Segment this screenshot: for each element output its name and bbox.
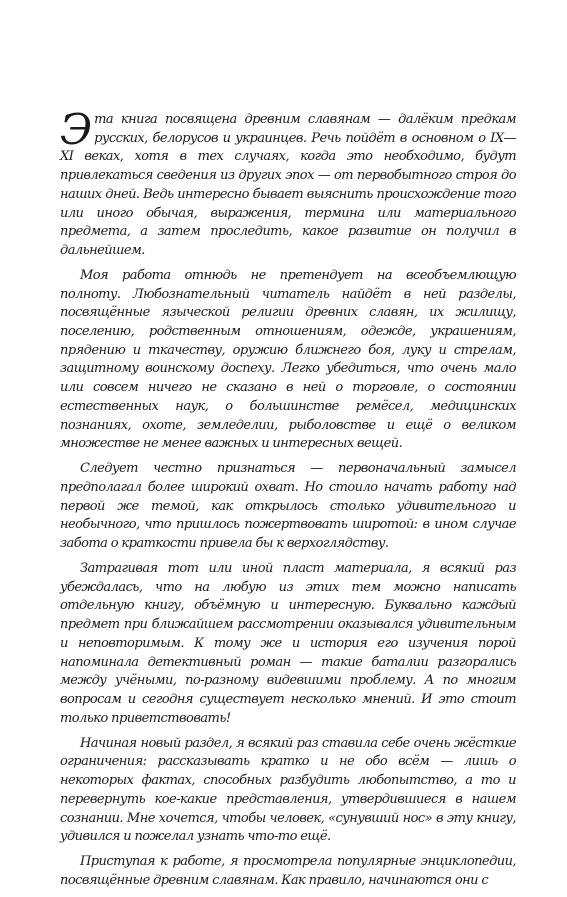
body-text <box>60 105 516 897</box>
drop-cap: Э <box>60 105 93 154</box>
paragraph-6: Приступая к работе, я просмотрела популярные энциклопедии, посвящённые древним славянам. Как правило, начинаются они с <box>60 854 516 888</box>
paragraph-1 <box>60 105 516 261</box>
paragraph-5: Начиная новый раздел, я всякий раз ставила себе очень жёсткие ограничения: рассказывать кратко и не обо всём — лишь о некоторых фактах, способных разбудить любопытство, а то и перевернуть кое-какие представления, утвердившиеся в нашем сознании. Мне хочется, чтобы человек, «сунувший нос» в эту книгу, удивился и пожелал узнать что-то ещё. <box>60 735 516 845</box>
paragraph-1-text: та книга посвящена древним славянам — далёким предкам русских, белорусов и украинцев. Речь пойдёт в основном о IX—XI веках, хотя в тех случаях, когда это необходимо, будут привлекаться сведения из других эпох — от первобытного строя до наших дней. Ведь интересно бывает выяснить происхождение того или иного обычая, выражения, термина или материального предмета, а затем проследить, какое развитие он получил в дальнейшем. <box>60 112 516 258</box>
paragraph-3: Следует честно признаться — первоначальный замысел предполагал более широкий охват. Но стоило начать работу над первой же темой, как открылось столько удивительного и необычного, что пришлось пожертвовать широтой: в ином случае забота о краткости привела бы к верхоглядству. <box>60 461 516 552</box>
paragraph-2: Моя работа отнюдь не претендует на всеобъемлющую полноту. Любознательный читатель найдёт в ней разделы, посвящённые языческой религии древних славян, их жилищу, поселению, родственным отношениям, одежде, украшениям, прядению и ткачеству, оружию ближнего боя, луку и стрелам, защитному воинскому доспеху. Легко убедиться, что очень мало или совсем ничего не сказано в ней о торговле, о состоянии естественных наук, о большинстве ремёсел, медицинских познаниях, охоте, земледелии, рыболовстве и ещё о великом множестве не менее важных и интересных вещей. <box>60 267 516 452</box>
paragraph-4: Затрагивая тот или иной пласт материала, я всякий раз убеждалась, что на любую из этих тем можно написать отдельную книгу, объёмную и интересную. Буквально каждый предмет при ближайшем рассмотрении оказывался удивительным и неповторимым. К тому же и история его изучения порой напоминала детективный роман — такие баталии разгорались между учёными, по-разному видевшими проблему. А по многим вопросам и сегодня существует несколько мнений. И это стоит только приветствовать! <box>60 561 516 726</box>
